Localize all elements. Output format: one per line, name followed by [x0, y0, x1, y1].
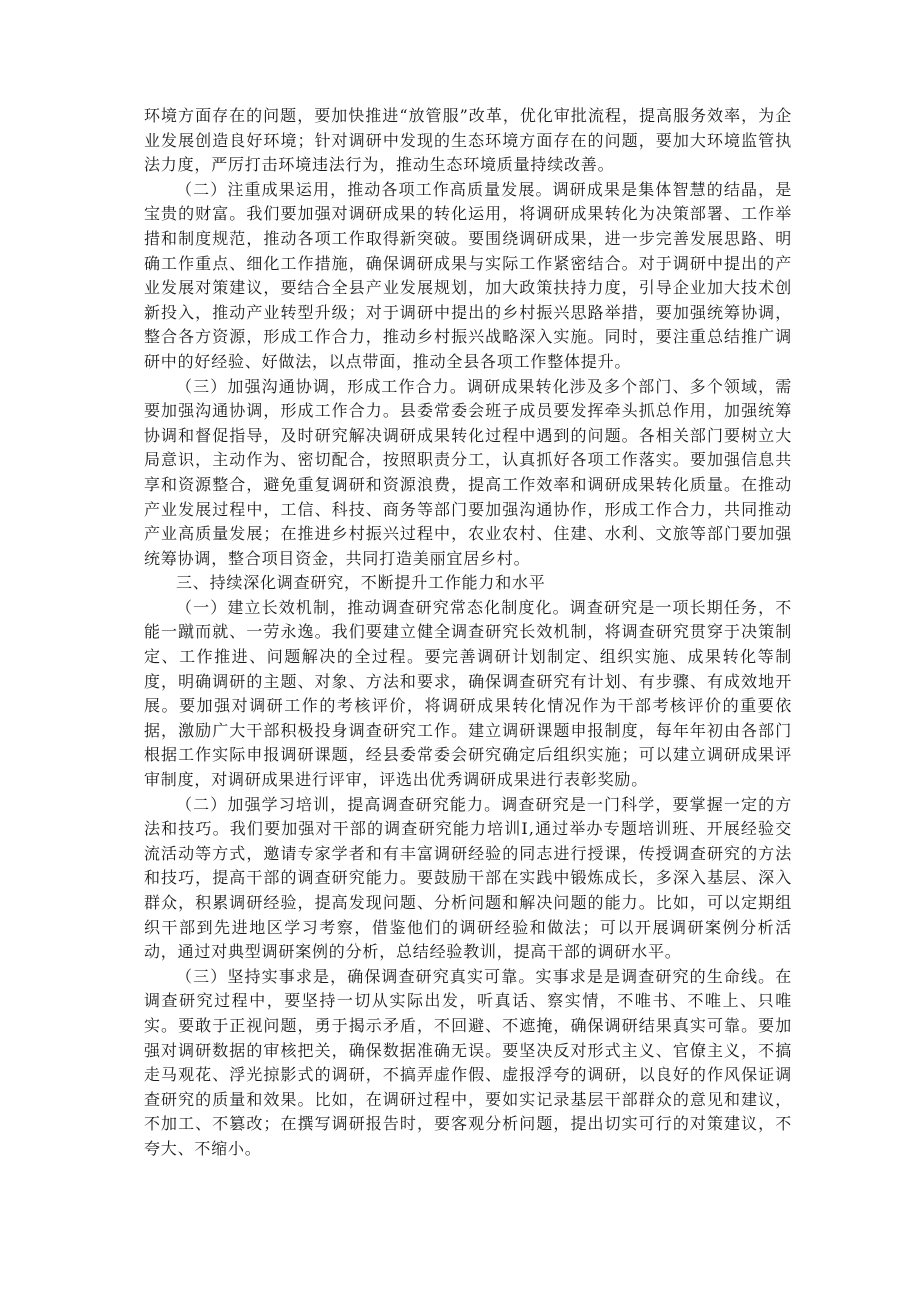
- paragraph-section-3-1: （一）建立长效机制，推动调查研究常态化制度化。调查研究是一项长期任务，不能一蹴而就、一劳永逸。我们要建立健全调查研究长效机制，将调查研究贯穿于决策制定、工作推进、问题解决的全过程。要完善调研计划制定、组织实施、成果转化等制度，明确调研的主题、对象、方法和要求，确保调查研究有计划、有步骤、有成效地开展。要加强对调研工作的考核评价，将调研成果转化情况作为干部考核评价的重要依据，激励广大干部积极投身调查研究工作。建立调研课题申报制度，每年年初由各部门根据工作实际申报调研课题，经县委常委会研究确定后组织实施；可以建立调研成果评审制度，对调研成果进行评审，评选出优秀调研成果进行表彰奖励。: [144, 597, 792, 790]
- paragraph-section-3-2: （二）加强学习培训，提高调查研究能力。调查研究是一门科学，要掌握一定的方法和技巧。我们要加强对干部的调查研究能力培训Ⅰ,通过举办专题培训班、开展经验交流活动等方式，邀请专家学者和有丰富调研经验的同志进行授课，传授调查研究的方法和技巧，提高干部的调查研究能力。要鼓励干部在实践中锻炼成长，多深入基层、深入群众，积累调研经验，提高发现问题、分析问题和解决问题的能力。比如，可以定期组织干部到先进地区学习考察，借鉴他们的调研经验和做法；可以开展调研案例分析活动，通过对典型调研案例的分析，总结经验教训，提高干部的调研水平。: [144, 794, 792, 962]
- paragraph-section-2-2: （二）注重成果运用，推动各项工作高质量发展。调研成果是集体智慧的结晶，是宝贵的财富。我们要加强对调研成果的转化运用，将调研成果转化为决策部署、工作举措和制度规范，推动各项工作取得新突破。要围绕调研成果，进一步完善发展思路、明确工作重点、细化工作措施，确保调研成果与实际工作紧密结合。对于调研中提出的产业发展对策建议，要结合全县产业发展规划，加大政策扶持力度，引导企业加大技术创新投入，推动产业转型升级；对于调研中提出的乡村振兴思路举措，要加强统筹协调，整合各方资源，形成工作合力，推动乡村振兴战略深入实施。同时，要注重总结推广调研中的好经验、好做法，以点带面，推动全县各项工作整体提升。: [144, 179, 792, 371]
- paragraph-continuation: 环境方面存在的问题，要加快推进“放管服”改革，优化审批流程，提高服务效率，为企业发展创造良好环境；针对调研中发现的生态环境方面存在的问题，要加大环境监管执法力度，严厉打击环境违法行为，推动生态环境质量持续改善。: [144, 106, 792, 175]
- document-body: [144, 104, 792, 1162]
- section-heading-3: 三、持续深化调查研究，不断提升工作能力和水平: [176, 573, 546, 593]
- paragraph-section-2-3: （三）加强沟通协调，形成工作合力。调研成果转化涉及多个部门、多个领域，需要加强沟通协调，形成工作合力。县委常委会班子成员要发挥牵头抓总作用，加强统筹协调和督促指导，及时研究解决调研成果转化过程中遇到的问题。各相关部门要树立大局意识，主动作为、密切配合，按照职责分工，认真抓好各项工作落实。要加强信息共享和资源整合，避免重复调研和资源浪费，提高工作效率和调研成果转化质量。在推动产业发展过程中，工信、科技、商务等部门要加强沟通协作，形成工作合力，共同推动产业高质量发展；在推进乡村振兴过程中，农业农村、住建、水利、文旅等部门要加强统筹协调，整合项目资金，共同打造美丽宜居乡村。: [144, 376, 792, 568]
- paragraph-section-3-3: （三）坚持实事求是，确保调查研究真实可靠。实事求是是调查研究的生命线。在调查研究过程中，要坚持一切从实际出发，听真话、察实情，不唯书、不唯上、只唯实。要敢于正视问题，勇于揭示矛盾，不回避、不遮掩，确保调研结果真实可靠。要加强对调研数据的审核把关，确保数据准确无误。要坚决反对形式主义、官僚主义，不搞走马观花、浮光掠影式的调研，不搞弄虚作假、虚报浮夸的调研，以良好的作风保证调查研究的质量和效果。比如，在调研过程中，要如实记录基层干部群众的意见和建议，不加工、不篡改；在撰写调研报告时，要客观分析问题，提出切实可行的对策建议，不夸大、不缩小。: [144, 966, 792, 1158]
